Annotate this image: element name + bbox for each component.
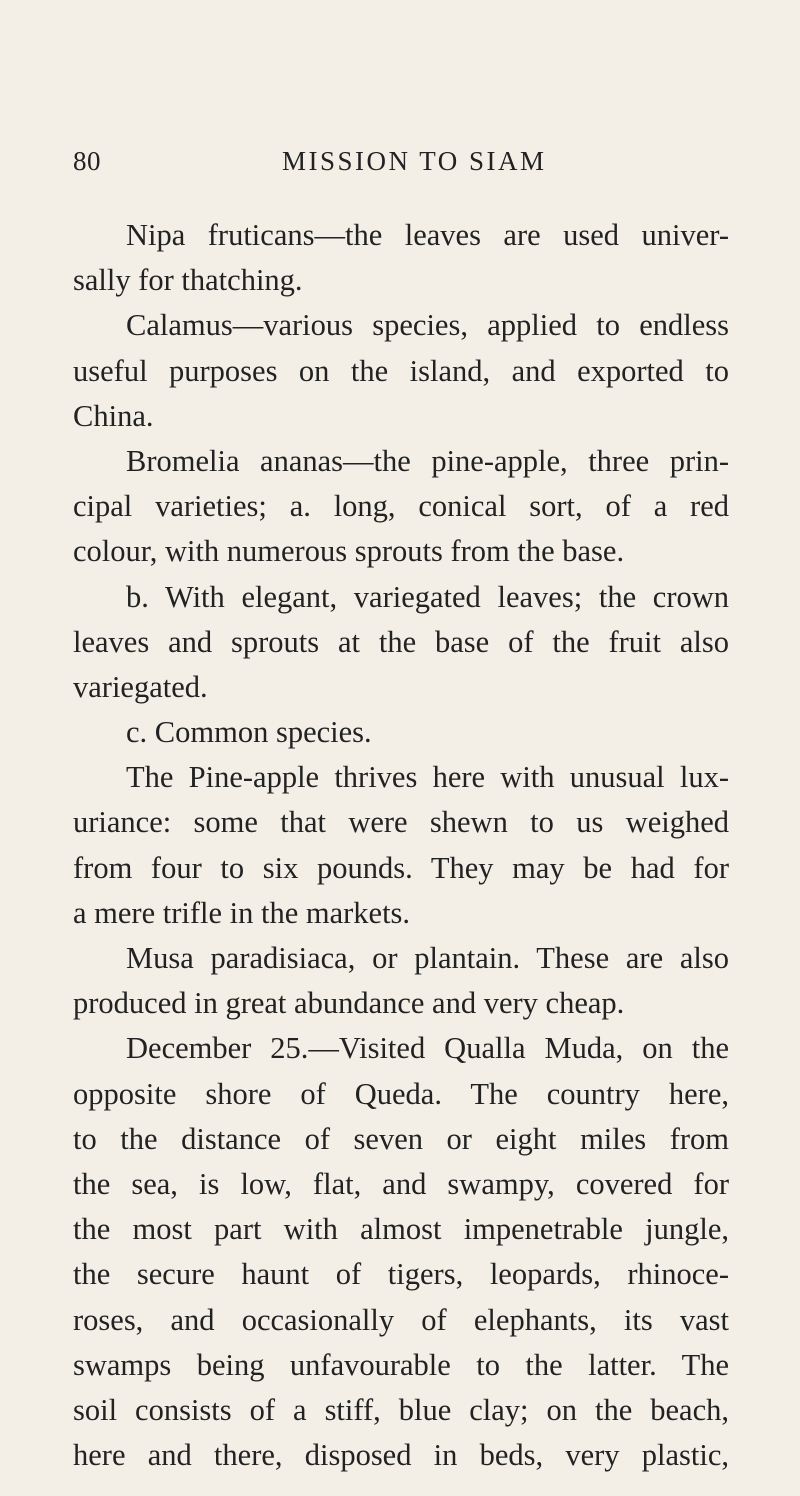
text-line: a mere trifle in the markets. [73,895,411,930]
body-text [73,213,729,1478]
text-line: b. With elegant, variegated leaves; the crown [126,579,729,614]
text-line: China. [73,398,154,433]
text-line: useful purposes on the island, and exported to [73,353,729,388]
text-line: the secure haunt of tigers, leopards, rhinoce- [73,1257,729,1292]
text-line: Nipa fruticans—the leaves are used univer- [126,218,729,252]
text-line: colour, with numerous sprouts from the base. [73,534,625,569]
text-line: soil consists of a stiff, blue clay; on the beach, [73,1392,729,1427]
text-line: the sea, is low, flat, and swampy, covered for [73,1166,729,1201]
running-head: MISSION TO SIAM [282,146,547,176]
text-line: leaves and sprouts at the base of the fruit also [73,624,729,659]
text-line: variegated. [73,669,208,704]
text-line: The Pine-apple thrives here with unusual lux- [126,760,729,795]
text-line: sally for thatching. [73,263,303,298]
text-line: swamps being unfavourable to the latter. The [73,1347,729,1382]
text-line: Musa paradisiaca, or plantain. These are also [126,941,729,975]
text-line: to the distance of seven or eight miles from [73,1121,729,1156]
page-header [0,146,800,186]
text-line: produced in great abundance and very cheap. [73,986,625,1021]
text-line: the most part with almost impenetrable jungle, [73,1212,729,1247]
page-number: 80 [73,146,101,176]
text-line: here and there, disposed in beds, very plastic, [73,1438,729,1473]
text-line: from four to six pounds. They may be had for [73,850,729,885]
text-line: uriance: some that were shewn to us weighed [73,805,729,840]
text-line: Bromelia ananas—the pine-apple, three prin- [126,443,729,478]
text-line: c. Common species. [126,715,372,750]
text-line: December 25.—Visited Qualla Muda, on the [126,1031,729,1066]
text-line: cipal varieties; a. long, conical sort, of a red [73,489,729,524]
text-line: Calamus—various species, applied to endless [126,308,729,343]
text-line: opposite shore of Queda. The country here, [73,1076,729,1111]
text-line: roses, and occasionally of elephants, its vast [73,1302,729,1337]
